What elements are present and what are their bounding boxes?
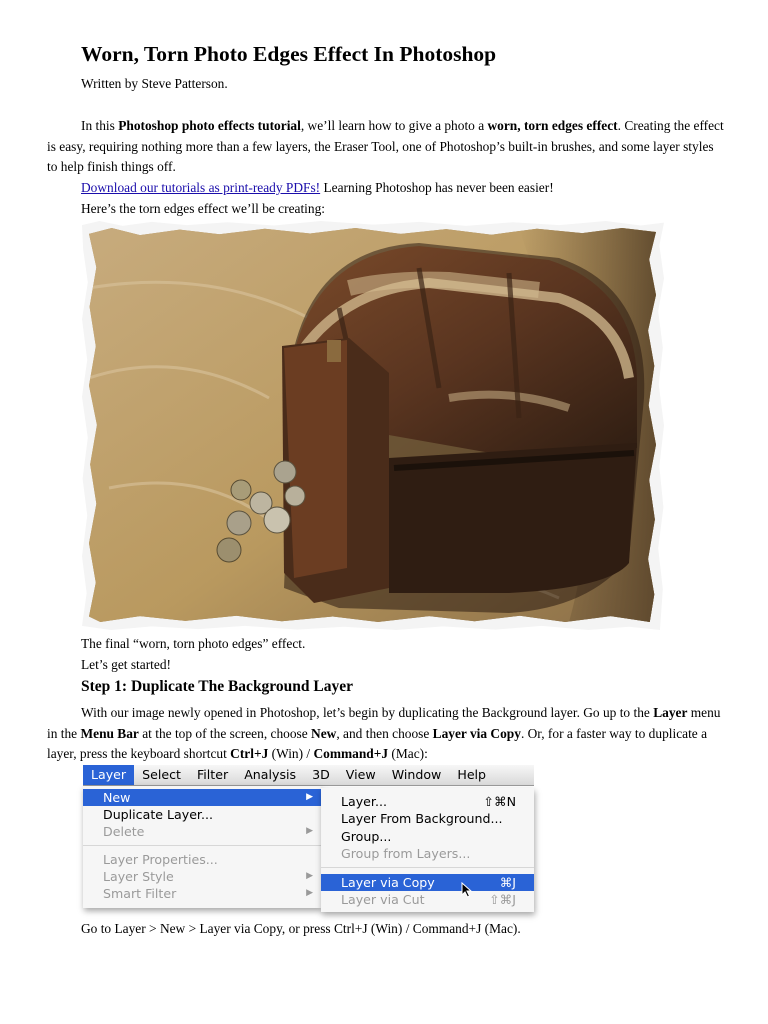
dropdown-item-new-label: New: [103, 790, 131, 805]
step-1-heading: Step 1: Duplicate The Background Layer: [81, 678, 353, 695]
submenu-item-layer-from-background[interactable]: Layer From Background...: [341, 811, 503, 826]
menu-3d[interactable]: 3D: [312, 767, 330, 782]
article-title: Worn, Torn Photo Edges Effect In Photoshop: [81, 42, 497, 66]
shortcut-shift-cmd-n: ⇧⌘N: [483, 794, 516, 809]
menu-caption: Go to Layer > New > Layer via Copy, or press Ctrl+J (Win) / Command+J (Mac).: [81, 921, 521, 936]
step1-bold-new: New: [311, 725, 337, 741]
menu-view[interactable]: View: [345, 767, 376, 782]
step1-text-1: With our image newly opened in Photoshop, let’s begin by duplicating the Background layer. Go up to the: [81, 705, 654, 720]
step1-text-2: menu in the: [47, 705, 721, 741]
dropdown-item-layer-style: [83, 868, 321, 885]
photoshop-menu-screenshot: [83, 765, 534, 913]
torn-edge-photo: [82, 221, 664, 630]
download-line: [81, 178, 554, 198]
step1-bold-layer: Layer: [653, 705, 688, 720]
dropdown-item-layer-style-label: Layer Style: [103, 869, 174, 884]
byline: Written by Steve Patterson.: [81, 76, 228, 91]
step1-bold-command-j: Command+J: [313, 746, 389, 761]
menu-bar: [83, 765, 534, 786]
dropdown-item-smart-filter-label: Smart Filter: [103, 886, 177, 901]
get-started-line: Let’s get started!: [81, 657, 171, 672]
preview-line: Here’s the torn edges effect we’ll be creating:: [81, 201, 326, 216]
menu-layer[interactable]: Layer: [83, 765, 134, 785]
dropdown-item-layer-properties: Layer Properties...: [103, 852, 218, 867]
intro-paragraph: [47, 116, 725, 178]
submenu-item-group[interactable]: Group...: [341, 829, 392, 844]
submenu-item-layer[interactable]: [321, 793, 534, 810]
submenu-item-layer-label: Layer...: [341, 794, 387, 809]
mouse-pointer-icon: [461, 882, 473, 898]
submenu-item-group-from-layers: Group from Layers...: [341, 846, 471, 861]
submenu-item-layer-via-copy-label: Layer via Copy: [341, 875, 435, 890]
submenu-arrow-icon: ▶: [306, 792, 313, 802]
download-pdf-link[interactable]: Download our tutorials as print-ready PDFs!: [81, 180, 321, 195]
intro-text-2: , we’ll learn how to give a photo a: [300, 118, 488, 133]
menu-window[interactable]: Window: [391, 767, 442, 782]
step1-text-6: (Win) /: [268, 746, 314, 761]
dropdown-item-smart-filter: [83, 885, 321, 902]
step-1-paragraph: [47, 703, 725, 765]
step1-text-3: at the top of the screen, choose: [138, 725, 312, 741]
menu-help[interactable]: Help: [457, 767, 487, 782]
dropdown-item-duplicate-layer[interactable]: Duplicate Layer...: [103, 807, 213, 822]
photo-caption: The final “worn, torn photo edges” effect.: [81, 636, 306, 651]
menu-analysis[interactable]: Analysis: [244, 767, 297, 782]
intro-text-1: In this: [81, 118, 119, 133]
menu-separator: [321, 867, 534, 868]
shortcut-shift-cmd-j: ⇧⌘J: [489, 892, 516, 907]
submenu-item-layer-via-cut: [321, 891, 534, 908]
menu-select[interactable]: Select: [142, 767, 181, 782]
step1-text-5: . Or, for a faster way to duplicate a layer, press the keyboard shortcut: [47, 725, 708, 761]
intro-bold-2: worn, torn edges effect: [487, 118, 618, 133]
new-submenu: [321, 788, 534, 912]
step1-text-4: , and then choose: [336, 725, 433, 741]
treasure-chest-image: [89, 228, 656, 622]
intro-text-3: . Creating the effect is easy, requiring nothing more than a few layers, the Eraser Tool, one of Photoshop’s built-in brushes, and some layer styles to help finish things off.: [47, 118, 724, 174]
step1-bold-menu-bar: Menu Bar: [80, 725, 139, 741]
download-rest-text: Learning Photoshop has never been easier!: [320, 180, 554, 195]
step1-text-7: (Mac):: [388, 746, 428, 761]
dropdown-item-new[interactable]: [83, 789, 321, 806]
treasure-chest-illustration: [89, 228, 656, 622]
menu-filter[interactable]: Filter: [196, 767, 229, 782]
dropdown-item-delete-label: Delete: [103, 824, 145, 839]
submenu-item-layer-via-cut-label: Layer via Cut: [341, 892, 425, 907]
submenu-arrow-icon: ▶: [306, 871, 313, 881]
layer-dropdown: [83, 786, 321, 908]
submenu-arrow-icon: ▶: [306, 826, 313, 836]
menu-separator: [83, 845, 321, 846]
submenu-item-layer-via-copy[interactable]: [321, 874, 534, 891]
intro-bold-1: Photoshop photo effects tutorial: [118, 118, 301, 133]
shortcut-cmd-j: ⌘J: [499, 875, 516, 890]
step1-bold-layer-via-copy: Layer via Copy: [432, 725, 521, 741]
dropdown-item-delete: [83, 823, 321, 840]
submenu-arrow-icon: ▶: [306, 888, 313, 898]
step1-bold-ctrl-j: Ctrl+J: [230, 746, 269, 761]
